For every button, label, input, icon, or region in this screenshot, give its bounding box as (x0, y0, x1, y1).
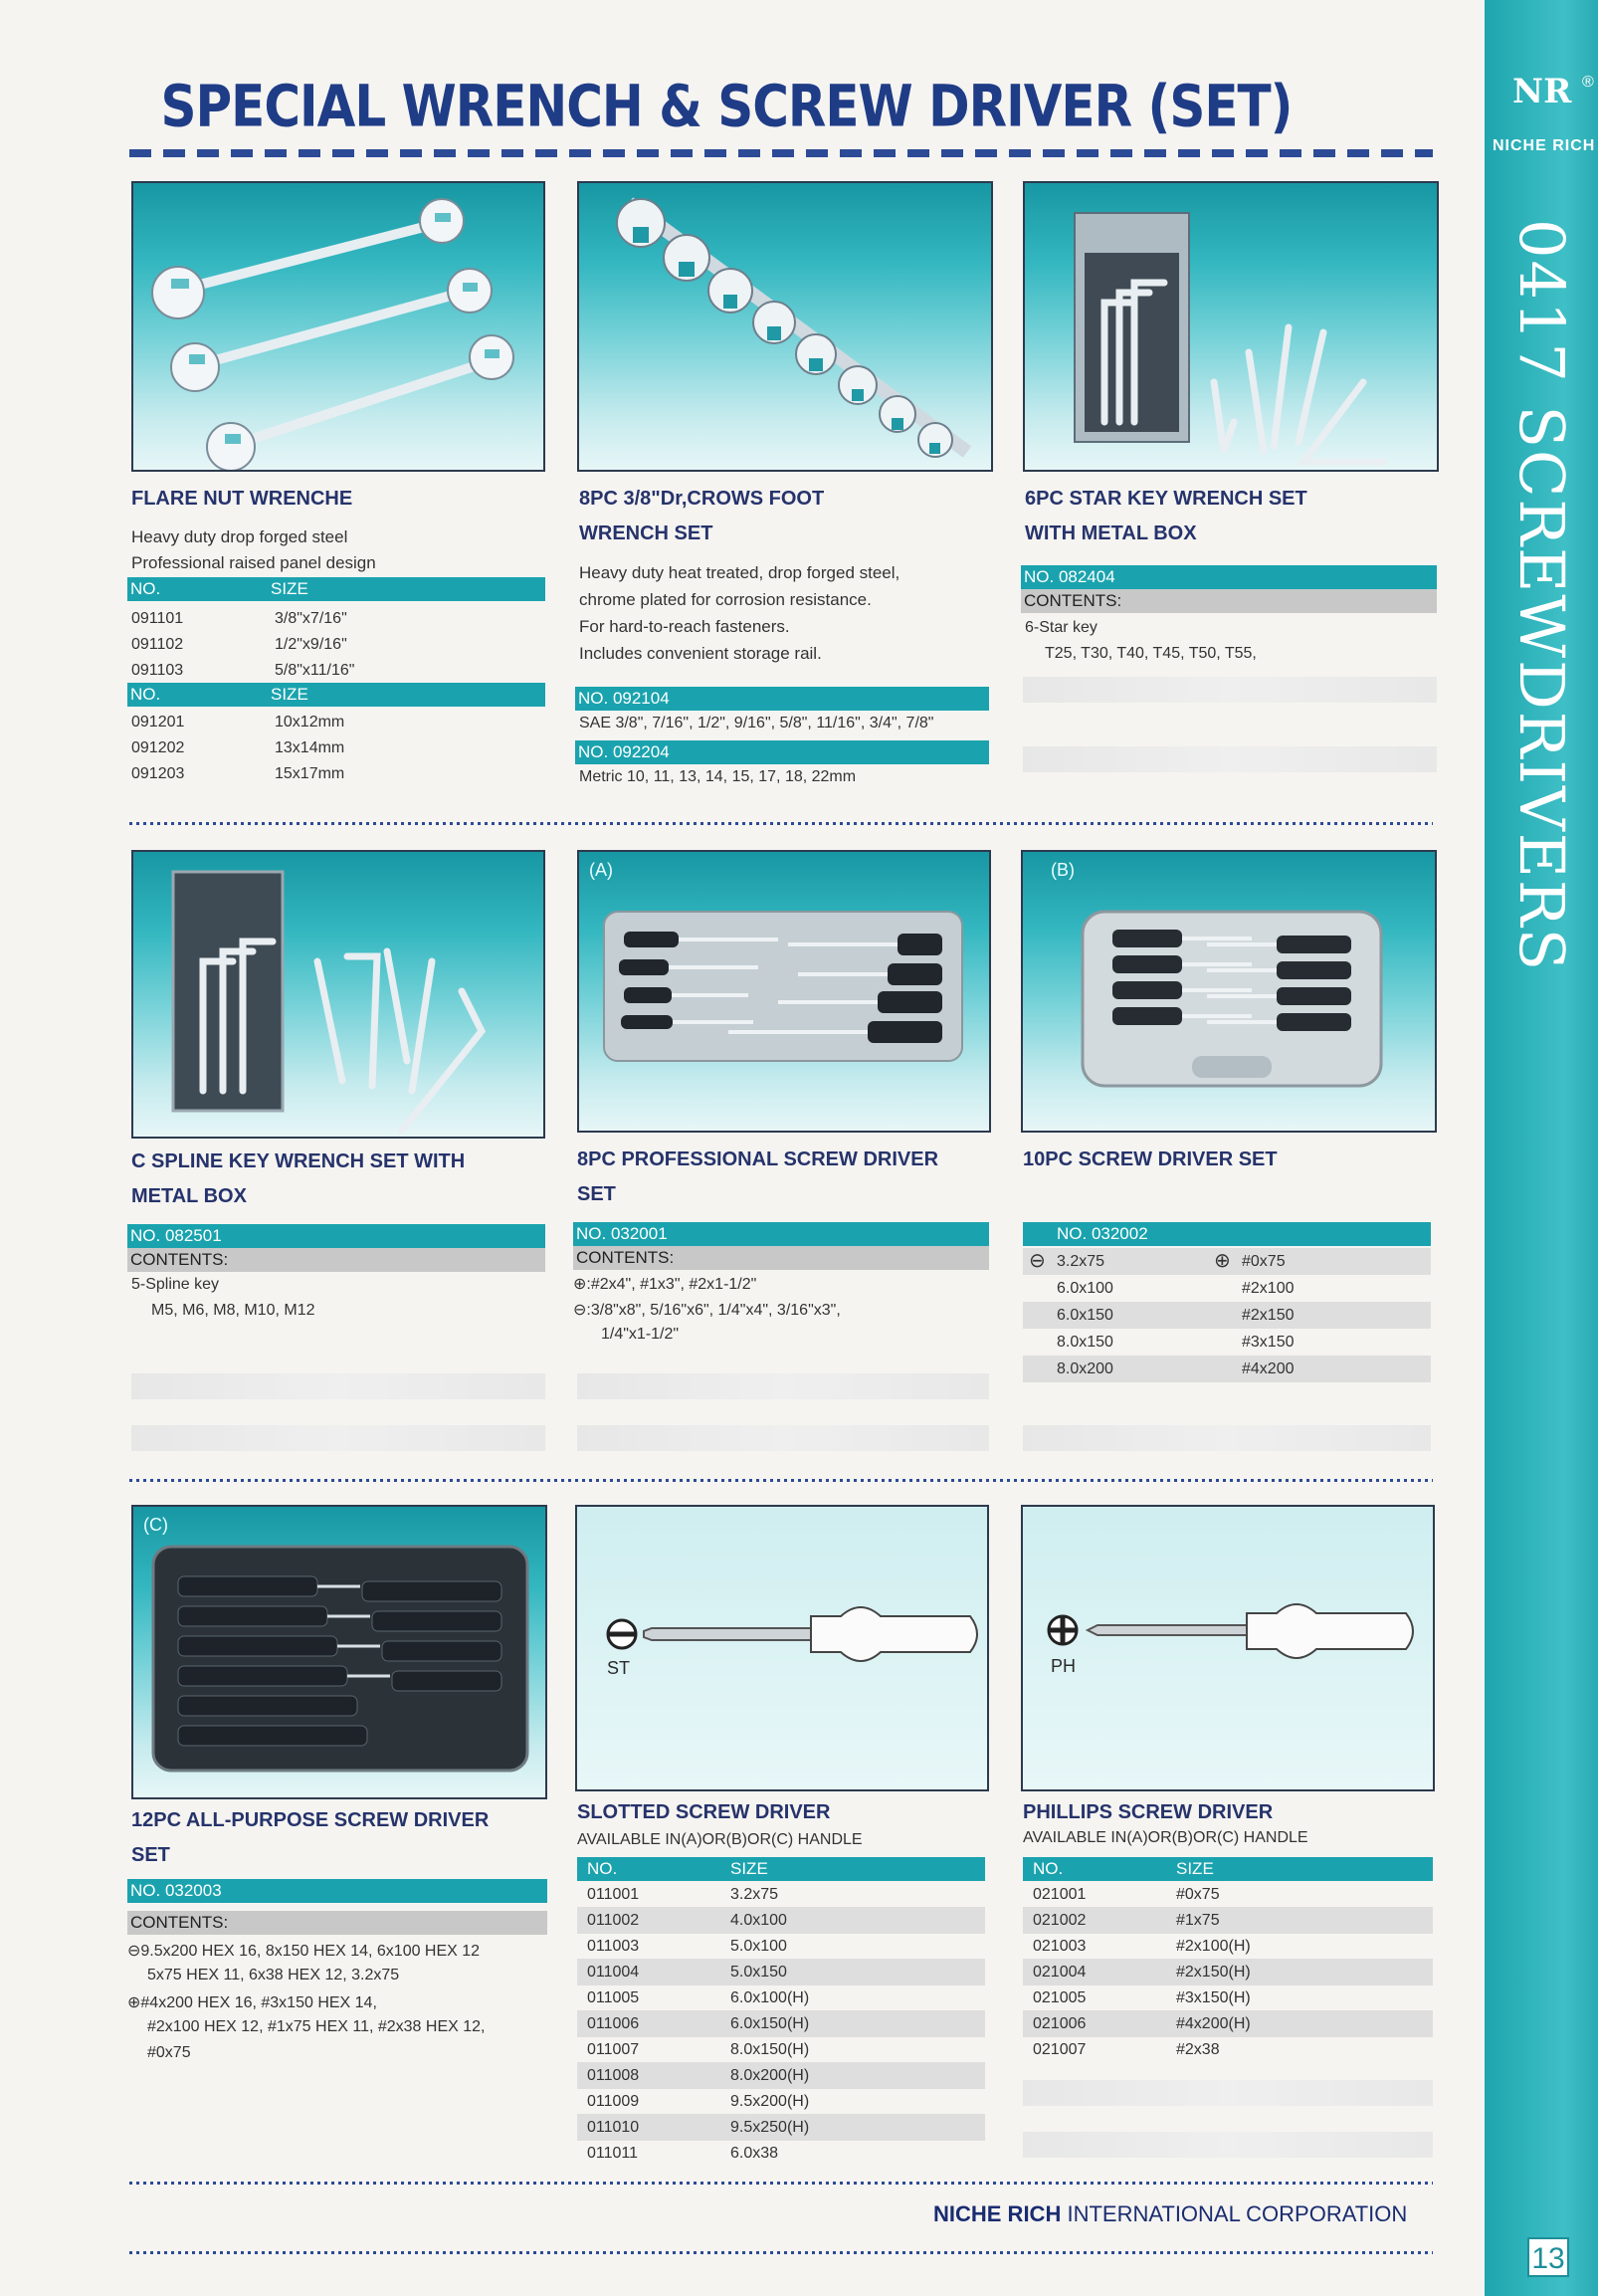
table-row (131, 605, 545, 632)
row-divider (129, 822, 1433, 825)
table-row (1023, 1275, 1431, 1302)
row-size: 15x17mm (275, 765, 345, 782)
phillips-size: #2x100 (1242, 1280, 1295, 1297)
star-key-title-2: WITH METAL BOX (1025, 522, 1197, 544)
row-size: 9.5x250(H) (730, 2119, 810, 2136)
brand-name: NICHE RICH (1493, 137, 1596, 154)
flare-inch-header (127, 577, 545, 601)
row-size: 1/2"x9/16" (275, 636, 347, 653)
phillips-sizes: #4x200 HEX 16, #3x150 HEX 14, (140, 1994, 377, 2011)
col-no-label: NO. (1033, 1859, 1064, 1878)
footer-company-rest: INTERNATIONAL CORPORATION (1061, 2201, 1408, 2226)
row-no: 091203 (131, 765, 185, 782)
spline-key-no: NO. 082501 (127, 1224, 545, 1248)
star-key-no: NO. 082404 (1021, 565, 1437, 589)
blank-stripe (1023, 1425, 1431, 1451)
col-no-label: NO. (587, 1859, 618, 1878)
table-row (577, 2088, 985, 2115)
col-size-label: SIZE (1176, 1859, 1214, 1878)
row-no: 011011 (587, 2145, 639, 2162)
crows-foot-sizes-sae: SAE 3/8", 7/16", 1/2", 9/16", 5/8", 11/16", 3/4", 7/8" (579, 715, 934, 731)
table-row (577, 2010, 985, 2037)
slotted-size: 8.0x200 (1057, 1360, 1113, 1377)
screwdriver-tray-icon (579, 852, 989, 1131)
row-size: 10x12mm (275, 714, 345, 731)
spline-key-title-2: METAL BOX (131, 1185, 247, 1207)
all-purpose-no: NO. 032003 (127, 1879, 547, 1903)
slotted-subtitle: AVAILABLE IN(A)OR(B)OR(C) HANDLE (577, 1831, 863, 1848)
page-number: 13 (1527, 2237, 1569, 2277)
phillips-table (1023, 1881, 1433, 2080)
photo-label-c: (C) (143, 1515, 168, 1535)
row-size: 3/8"x7/16" (275, 610, 347, 627)
row-no: 021002 (1033, 1912, 1087, 1929)
blank-stripe (1023, 2080, 1433, 2106)
tip-label-ph: PH (1051, 1656, 1077, 1676)
table-row (1023, 1959, 1433, 1985)
table-row (131, 760, 545, 787)
phillips-size: #4x200 (1242, 1360, 1295, 1377)
slotted-screwdriver-icon (577, 1507, 987, 1789)
flare-nut-desc-2: Professional raised panel design (131, 553, 376, 572)
professional-set-photo (577, 850, 991, 1133)
spline-key-contents-label: CONTENTS: (127, 1248, 545, 1272)
flare-nut-title: FLARE NUT WRENCHE (131, 488, 353, 510)
row-size: 4.0x100 (730, 1912, 787, 1929)
table-row (1023, 1356, 1431, 1382)
row-no: 021004 (1033, 1964, 1087, 1981)
slotted-title: SLOTTED SCREW DRIVER (577, 1801, 831, 1823)
col-size-label: SIZE (271, 579, 308, 598)
row-no: 091202 (131, 739, 185, 756)
slotted-size: 8.0x150 (1057, 1334, 1113, 1351)
title-divider (129, 149, 1433, 157)
table-row (1023, 1881, 1433, 1908)
blank-stripe (1023, 677, 1437, 703)
row-no: 011010 (587, 2119, 640, 2136)
row-no: 091102 (131, 636, 184, 653)
crows-foot-desc-1: Heavy duty heat treated, drop forged steel, (579, 563, 900, 582)
table-row (577, 2140, 985, 2167)
phillips-icon: ⊕ (1214, 1250, 1231, 1272)
blank-stripe (1023, 2132, 1433, 2158)
screwdriver-case-icon (1023, 852, 1435, 1131)
slotted-driver-photo (575, 1505, 989, 1791)
footer-company (933, 2201, 1407, 2227)
table-row (1023, 1248, 1431, 1275)
flare-metric-header (127, 683, 545, 707)
phillips-size: #3x150 (1242, 1334, 1295, 1351)
photo-label-b: (B) (1051, 860, 1075, 880)
col-no-label: NO. (130, 685, 161, 704)
slotted-size: 6.0x100 (1057, 1280, 1113, 1297)
phillips-screwdriver-icon (1023, 1507, 1433, 1789)
blank-stripe (577, 1425, 989, 1451)
col-size-label: SIZE (271, 685, 308, 704)
table-row (577, 2036, 985, 2063)
row-no: 011004 (587, 1964, 640, 1981)
all-purpose-contents-label: CONTENTS: (127, 1911, 547, 1935)
phillips-size: #0x75 (1242, 1253, 1286, 1270)
slotted-icon: ⊖ (127, 1943, 141, 1960)
professional-set-title-2: SET (577, 1183, 616, 1205)
table-row (131, 734, 545, 761)
row-no: 021005 (1033, 1989, 1087, 2006)
all-purpose-set-photo (131, 1505, 547, 1799)
row-size: 8.0x200(H) (730, 2067, 810, 2084)
slotted-size: 3.2x75 (1057, 1253, 1105, 1270)
phillips-sizes: :#2x4", #1x3", #2x1-1/2" (586, 1276, 757, 1293)
ten-pc-set-table (1023, 1248, 1431, 1387)
slotted-sizes: :3/8"x8", 5/16"x6", 1/4"x4", 3/16"x3", (586, 1302, 841, 1319)
row-size: 5/8"x11/16" (275, 662, 355, 679)
phillips-driver-photo (1021, 1505, 1435, 1791)
slotted-table-header (577, 1857, 985, 1881)
slotted-table (577, 1881, 985, 2180)
tip-label-st: ST (607, 1658, 631, 1678)
crows-foot-title-2: WRENCH SET (579, 522, 713, 544)
star-key-icon (1025, 183, 1437, 470)
row-no: 011008 (587, 2067, 640, 2084)
table-row (577, 2062, 985, 2089)
blank-stripe (1023, 746, 1437, 772)
professional-set-title-1: 8PC PROFESSIONAL SCREW DRIVER (577, 1148, 939, 1170)
table-row (577, 1907, 985, 1934)
row-no: 021006 (1033, 2015, 1087, 2032)
flare-wrench-icon (133, 183, 543, 470)
footer-brand-name: NICHE RICH (933, 2201, 1062, 2226)
crows-foot-no-metric: NO. 092204 (575, 740, 989, 764)
table-row (131, 631, 545, 658)
row-size: 5.0x100 (730, 1938, 787, 1955)
table-row (131, 657, 545, 684)
crows-foot-photo (577, 181, 993, 472)
table-row (1023, 1907, 1433, 1934)
table-row (1023, 1984, 1433, 2011)
table-row (577, 2114, 985, 2141)
all-purpose-title-1: 12PC ALL-PURPOSE SCREW DRIVER (131, 1809, 490, 1831)
row-no: 091201 (131, 714, 185, 731)
spline-key-contents-1: 5-Spline key (131, 1276, 220, 1293)
row-size: #1x75 (1176, 1912, 1220, 1929)
row-size: #2x150(H) (1176, 1964, 1251, 1981)
phillips-size: #2x150 (1242, 1307, 1295, 1324)
col-no-label: NO. (130, 579, 161, 598)
ten-pc-set-photo (1021, 850, 1437, 1133)
row-no: 091103 (131, 662, 184, 679)
phillips-table-header (1023, 1857, 1433, 1881)
phillips-title: PHILLIPS SCREW DRIVER (1023, 1801, 1274, 1823)
row-no: 091101 (131, 610, 184, 627)
crows-foot-title-1: 8PC 3/8"Dr,CROWS FOOT (579, 488, 825, 510)
row-no: 021003 (1033, 1938, 1087, 1955)
flare-nut-photo (131, 181, 545, 472)
spline-key-contents-2: M5, M6, M8, M10, M12 (151, 1302, 315, 1319)
footer-bottom-rule (129, 2251, 1433, 2254)
crows-foot-wrench-icon (579, 183, 991, 470)
spline-key-photo (131, 850, 545, 1139)
all-purpose-title-2: SET (131, 1844, 170, 1866)
row-no: 011009 (587, 2093, 640, 2110)
row-size: 8.0x150(H) (730, 2041, 810, 2058)
row-no: 011001 (587, 1886, 640, 1903)
ten-pc-set-no: NO. 032002 (1023, 1222, 1431, 1246)
row-size: 9.5x200(H) (730, 2093, 810, 2110)
slotted-size: 6.0x150 (1057, 1307, 1113, 1324)
section-title (1493, 219, 1592, 1015)
blank-stripe (131, 1373, 545, 1399)
crows-foot-desc-2: chrome plated for corrosion resistance. (579, 590, 872, 609)
section-title-text: 0417 SCREWDRIVERS (1505, 219, 1578, 973)
table-row (1023, 1933, 1433, 1960)
ten-pc-set-title: 10PC SCREW DRIVER SET (1023, 1148, 1278, 1170)
table-row (577, 1933, 985, 1960)
registered-mark: ® (1582, 74, 1594, 91)
slotted-sizes: 9.5x200 HEX 16, 8x150 HEX 14, 6x100 HEX 12 (140, 1943, 481, 1960)
blank-stripe (131, 1425, 545, 1451)
row-no: 011002 (587, 1912, 640, 1929)
table-row (1023, 2010, 1433, 2037)
star-key-contents-label: CONTENTS: (1021, 589, 1437, 613)
crows-foot-sizes-metric: Metric 10, 11, 13, 14, 15, 17, 18, 22mm (579, 768, 857, 785)
page-title: SPECIAL WRENCH & SCREW DRIVER (SET) (160, 73, 1293, 140)
flare-nut-desc-1: Heavy duty drop forged steel (131, 527, 348, 546)
slotted-contents (573, 1300, 841, 1320)
slotted-contents-2: 1/4"x1-1/2" (601, 1326, 680, 1343)
all-purpose-phillips-2: #2x100 HEX 12, #1x75 HEX 11, #2x38 HEX 12, (147, 2018, 486, 2035)
photo-label-a: (A) (589, 860, 613, 880)
table-row (577, 1984, 985, 2011)
all-purpose-phillips-3: #0x75 (147, 2044, 191, 2061)
row-size: 6.0x150(H) (730, 2015, 810, 2032)
phillips-contents (573, 1274, 756, 1294)
row-size: #0x75 (1176, 1886, 1220, 1903)
spline-key-icon (133, 852, 543, 1137)
professional-set-no: NO. 032001 (573, 1222, 989, 1246)
phillips-subtitle: AVAILABLE IN(A)OR(B)OR(C) HANDLE (1023, 1829, 1308, 1846)
spline-key-title-1: C SPLINE KEY WRENCH SET WITH (131, 1150, 466, 1172)
row-no: 011007 (587, 2041, 640, 2058)
crows-foot-desc-4: Includes convenient storage rail. (579, 644, 822, 663)
slotted-icon: ⊖ (1029, 1250, 1046, 1272)
col-size-label: SIZE (730, 1859, 768, 1878)
crows-foot-desc-3: For hard-to-reach fasteners. (579, 617, 790, 636)
brand-logo: NR (1512, 72, 1572, 111)
all-purpose-slotted-2: 5x75 HEX 11, 6x38 HEX 12, 3.2x75 (147, 1967, 400, 1983)
row-no: 021001 (1033, 1886, 1087, 1903)
row-no: 011003 (587, 1938, 640, 1955)
screwdriver-tray-icon (133, 1507, 545, 1797)
row-size: #2x100(H) (1176, 1938, 1251, 1955)
phillips-icon: ⊕ (573, 1276, 587, 1293)
table-row (1023, 1302, 1431, 1329)
row-size: 5.0x150 (730, 1964, 787, 1981)
professional-set-contents-label: CONTENTS: (573, 1246, 989, 1270)
row-no: 011005 (587, 1989, 640, 2006)
row-size: 6.0x38 (730, 2145, 779, 2162)
table-row (577, 1881, 985, 1908)
row-divider (129, 1479, 1433, 1482)
table-row (1023, 1329, 1431, 1356)
row-size: #4x200(H) (1176, 2015, 1251, 2032)
row-no: 021007 (1033, 2041, 1087, 2058)
table-row (131, 709, 545, 735)
slotted-icon: ⊖ (573, 1302, 587, 1319)
row-size: #3x150(H) (1176, 1989, 1251, 2006)
table-row (577, 1959, 985, 1985)
all-purpose-phillips-1 (127, 1992, 377, 2012)
row-size: 13x14mm (275, 739, 345, 756)
footer-top-rule (129, 2182, 1433, 2185)
table-row (1023, 2036, 1433, 2063)
row-size: 3.2x75 (730, 1886, 779, 1903)
star-key-contents-2: T25, T30, T40, T45, T50, T55, (1045, 645, 1257, 662)
phillips-icon: ⊕ (127, 1994, 141, 2011)
row-size: 6.0x100(H) (730, 1989, 810, 2006)
blank-stripe (577, 1373, 989, 1399)
row-size: #2x38 (1176, 2041, 1220, 2058)
crows-foot-no-sae: NO. 092104 (575, 687, 989, 711)
all-purpose-slotted-1 (127, 1941, 480, 1961)
star-key-title-1: 6PC STAR KEY WRENCH SET (1025, 488, 1307, 510)
row-no: 011006 (587, 2015, 640, 2032)
star-key-contents-1: 6-Star key (1025, 619, 1098, 636)
star-key-photo (1023, 181, 1439, 472)
